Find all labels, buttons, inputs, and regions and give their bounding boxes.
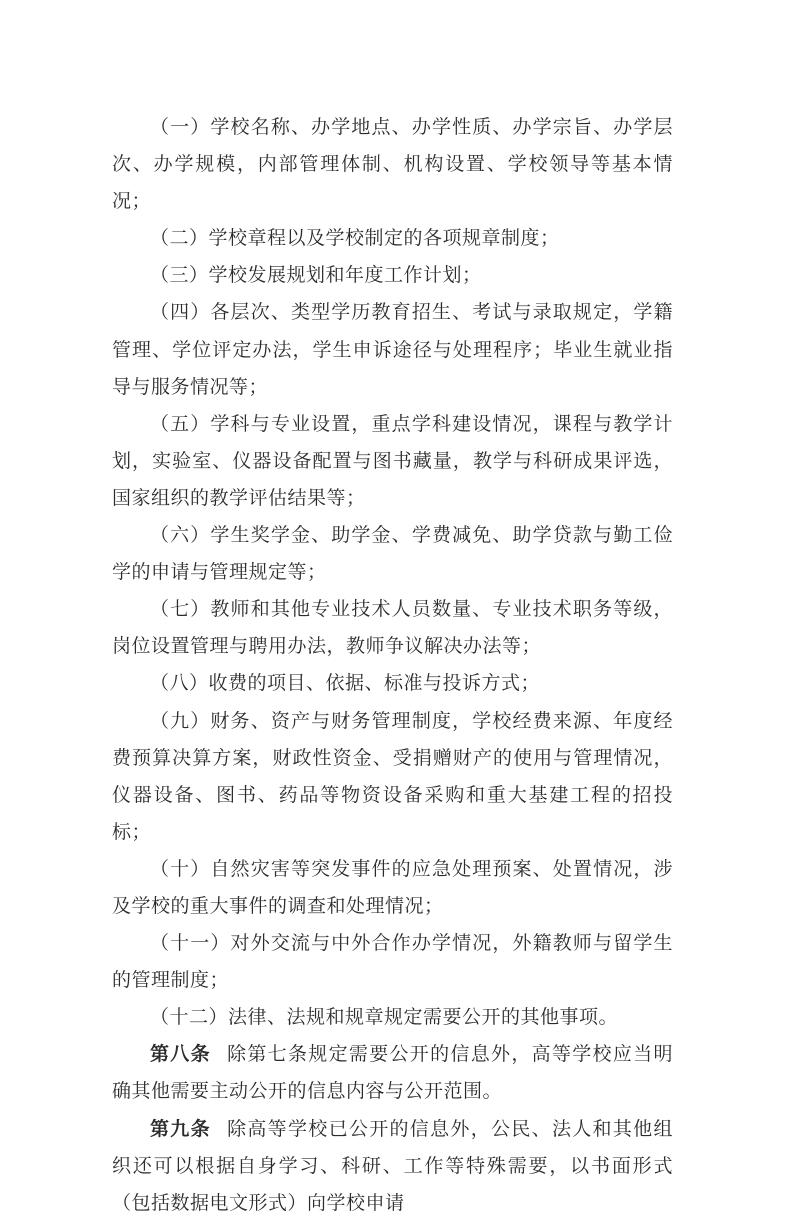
paragraph-text: （九）财务、资产与财务管理制度，学校经费来源、年度经费预算决算方案，财政性资金、受捐赠财产的使用与管理情况，仪器设备、图书、药品等物资设备采购和重大基建工程的招投标； <box>112 710 673 843</box>
paragraph-text: （十二）法律、法规和规章规定需要公开的其他事项。 <box>150 1007 619 1029</box>
paragraph-text: （十一）对外交流与中外合作办学情况，外籍教师与留学生的管理制度； <box>112 933 673 992</box>
article-paragraph <box>112 1036 673 1110</box>
paragraph-text: （八）收费的项目、依据、标准与投诉方式； <box>150 673 541 695</box>
paragraph-text: （十）自然灾害等突发事件的应急处理预案、处置情况，涉及学校的重大事件的调查和处理情况； <box>112 858 673 917</box>
paragraph-text: 除高等学校已公开的信息外，公民、法人和其他组织还可以根据自身学习、科研、工作等特殊需要，以书面形式（包括数据电文形式）向学校申请 <box>112 1118 673 1214</box>
document-paragraph <box>112 517 673 591</box>
paragraph-text: （六）学生奖学金、助学金、学费减免、助学贷款与勤工俭学的申请与管理规定等； <box>112 525 673 584</box>
paragraph-text: （五）学科与专业设置，重点学科建设情况，课程与教学计划，实验室、仪器设备配置与图书藏量，教学与科研成果评选，国家组织的教学评估结果等； <box>112 413 673 509</box>
paragraph-text: 除第七条规定需要公开的信息外，高等学校应当明确其他需要主动公开的信息内容与公开范围。 <box>112 1044 673 1103</box>
document-paragraph <box>112 591 673 665</box>
paragraph-text: （三）学校发展规划和年度工作计划； <box>150 265 482 287</box>
paragraph-text: （七）教师和其他专业技术人员数量、专业技术职务等级，岗位设置管理与聘用办法，教师争议解决办法等； <box>112 599 673 658</box>
document-paragraph <box>112 925 673 999</box>
document-paragraph <box>112 257 673 294</box>
document-paragraph <box>112 406 673 517</box>
document-paragraph <box>112 109 673 220</box>
document-paragraph <box>112 851 673 925</box>
article-number: 第八条 <box>150 1044 211 1066</box>
paragraph-text: （二）学校章程以及学校制定的各项规章制度； <box>150 228 560 250</box>
document-paragraph <box>112 665 673 702</box>
document-paragraph <box>112 294 673 405</box>
document-body <box>112 109 673 1222</box>
paragraph-text: （一）学校名称、办学地点、办学性质、办学宗旨、办学层次、办学规模，内部管理体制、机构设置、学校领导等基本情况； <box>112 117 673 213</box>
article-paragraph <box>112 1111 673 1222</box>
document-paragraph <box>112 999 673 1036</box>
document-paragraph <box>112 703 673 851</box>
document-paragraph <box>112 220 673 257</box>
article-number: 第九条 <box>150 1118 211 1140</box>
paragraph-text: （四）各层次、类型学历教育招生、考试与录取规定，学籍管理、学位评定办法，学生申诉途径与处理程序；毕业生就业指导与服务情况等； <box>112 302 673 398</box>
